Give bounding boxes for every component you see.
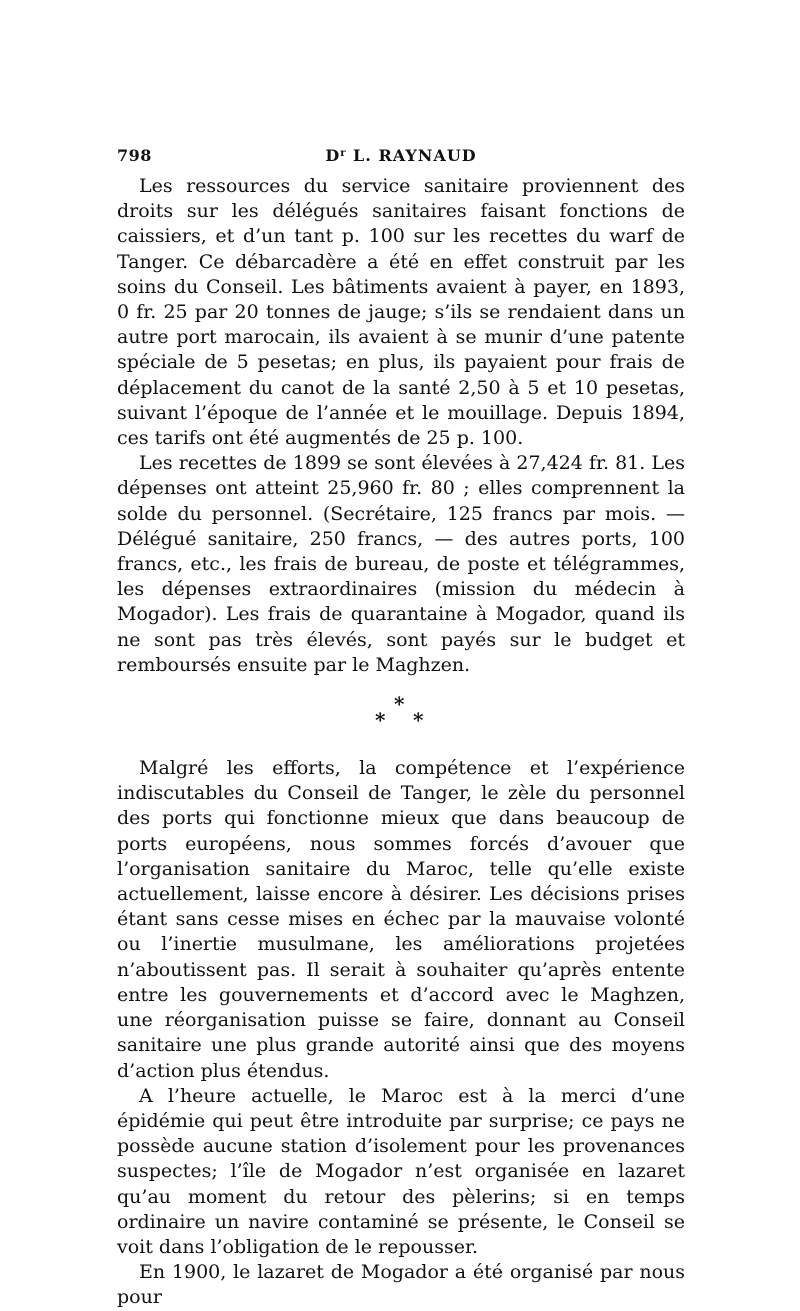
paragraph-revenues: Les ressources du service sanitaire proviennent des droits sur les délégués sanitaires faisant fonctions de caissiers, et d’un tant p. 100 sur les recettes du warf de Tanger. Ce débarcadère a été en effet construit par les soins du Conseil. Les bâtiments avaient à payer, en 1893, 0 fr. 25 par 20 tonnes de jauge; s’ils se rendaient dans un autre port marocain, ils avaient à se munir d’une patente spéciale de 5 pesetas; en plus, ils payaient pour frais de déplacement du canot de la santé 2,50 à 5 et 10 pesetas, suivant l’époque de l’année et le mouillage. Depuis 1894, ces tarifs ont été augmentés de 25 p. 100. <box>117 175 685 450</box>
page-body <box>117 174 685 1311</box>
asterisk-right: * <box>413 708 424 733</box>
section-separator <box>117 684 685 748</box>
asterisk-left: * <box>375 708 386 733</box>
author-name: L. RAYNAUD <box>346 146 477 165</box>
asterism <box>371 692 431 736</box>
paragraph-lazaret-1900: En 1900, le lazaret de Mogador a été organisé par nous pour <box>117 1261 685 1309</box>
paragraph-receipts-1899: Les recettes de 1899 se sont élevées à 27,424 fr. 81. Les dépenses ont atteint 25,960 fr. 80 ; elles comprennent la solde du personnel. (Secrétaire, 125 francs par mois. — Délégué sanitaire, 250 francs, — des autres ports, 100 francs, etc., les frais de bureau, de poste et télégrammes, les dépenses extraordinaires (mission du médecin à Mogador). Les frais de quarantaine à Mogador, quand ils ne sont pas très élevés, sont payés sur le budget et remboursés ensuite par le Maghzen. <box>117 452 685 676</box>
running-head-author <box>117 146 685 165</box>
author-prefix: D <box>325 146 341 165</box>
page-number: 798 <box>117 146 152 165</box>
paragraph-organisation: Malgré les efforts, la compétence et l’expérience indiscutables du Conseil de Tanger, le zèle du personnel des ports qui fonctionne mieux que dans beaucoup de ports européens, nous sommes forcés d’avouer que l’organisation sanitaire du Maroc, telle qu’elle existe actuellement, laisse encore à désirer. Les décisions prises étant sans cesse mises en échec par la mauvaise volonté ou l’inertie musulmane, les améliorations projetées n’aboutissent pas. Il serait à souhaiter qu’après entente entre les gouvernements et d’accord avec le Maghzen, une réorganisation puisse se faire, donnant au Conseil sanitaire une plus grande autorité ainsi que des moyens d’action plus étendus. <box>117 757 685 1082</box>
asterisk-top: * <box>394 692 405 717</box>
author-prefix-sup: r <box>340 148 347 159</box>
running-header <box>117 146 685 172</box>
paragraph-current-situation: A l’heure actuelle, le Maroc est à la merci d’une épidémie qui peut être introduite par surprise; ce pays ne possède aucune station d’isolement pour les provenances suspectes; l’île de Mogador n’est organisée en lazaret qu’au moment du retour des pèlerins; si en temps ordinaire un navire contaminé se présente, le Conseil se voit dans l’obligation de le repousser. <box>117 1084 685 1258</box>
